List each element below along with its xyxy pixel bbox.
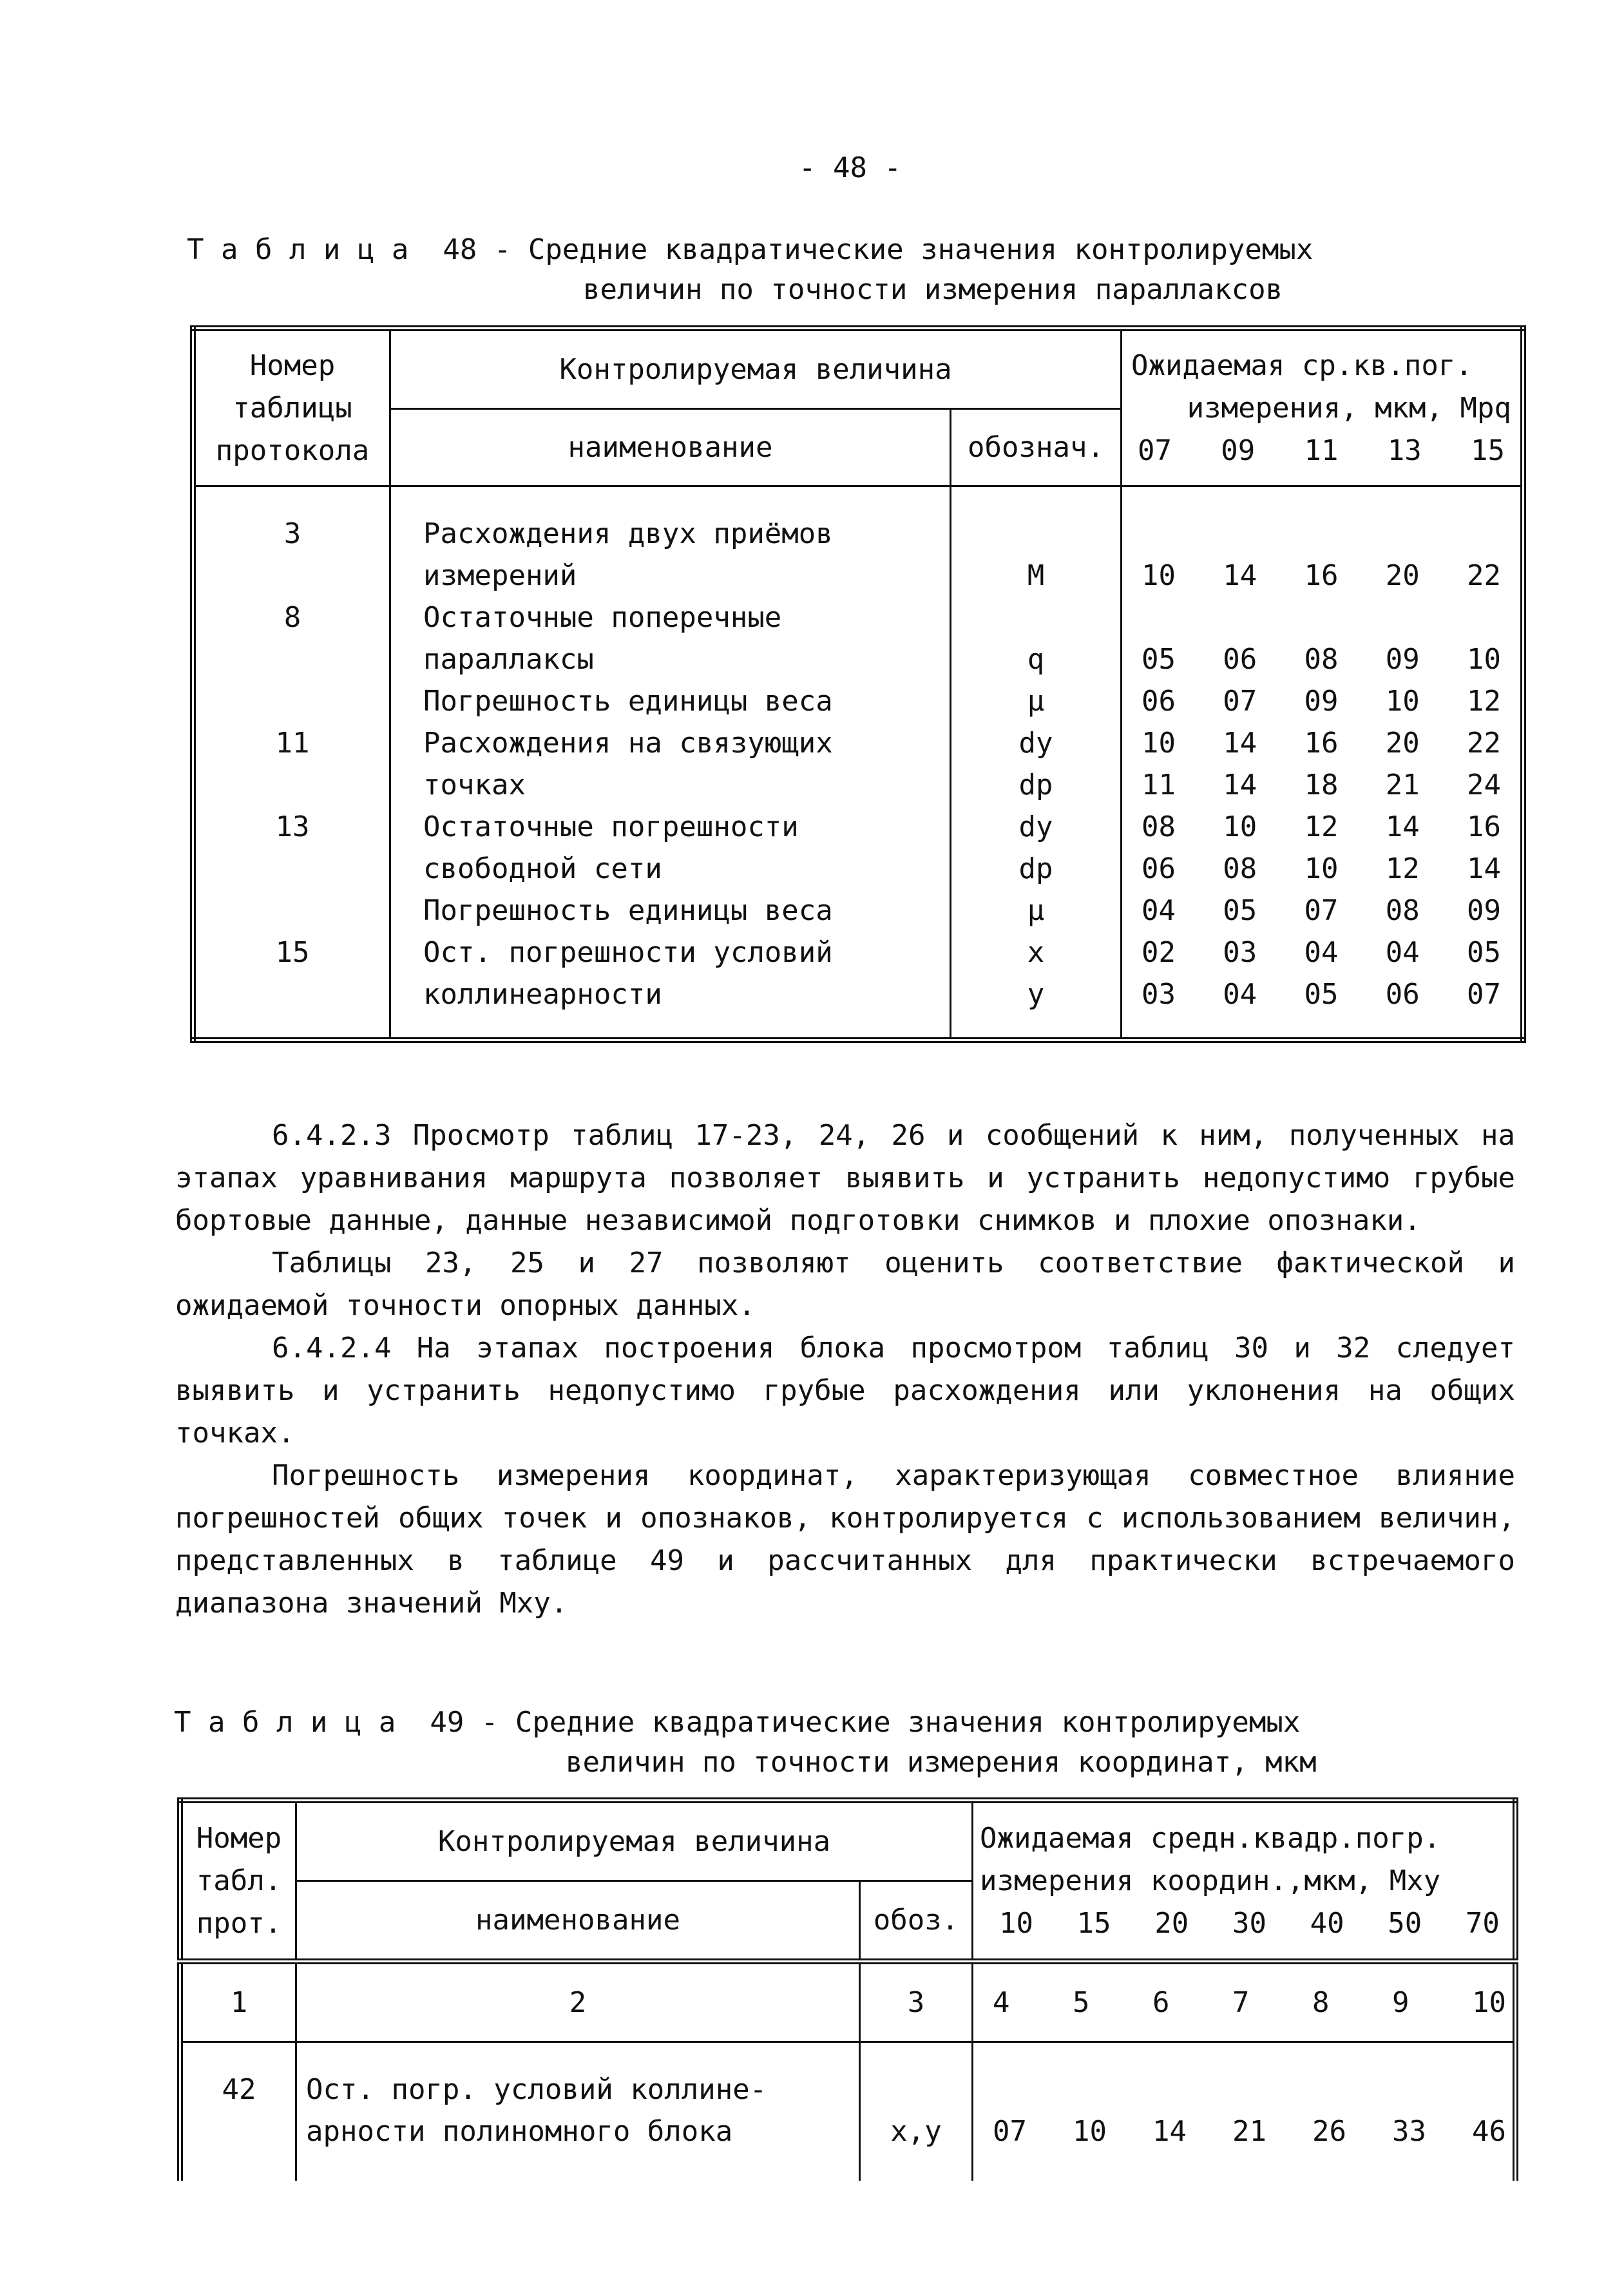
- table49-header-expected: [973, 1801, 1516, 1962]
- table49-header-name: наименование: [296, 1881, 860, 1962]
- table48-row-name: Ост. погрешности условий: [423, 936, 833, 969]
- table49-col-header: 15: [1076, 1906, 1111, 1940]
- table49-colnum: 10: [1472, 1986, 1506, 2019]
- table48-header-controlled: Контролируемая величина: [390, 329, 1122, 409]
- paragraph: Таблицы 23, 25 и 27 позволяют оценить соответствие фактической и ожидаемой точности опорных данных.: [175, 1247, 1515, 1322]
- table48-name-column: [390, 486, 951, 1040]
- table48-value-cell: 09: [1467, 894, 1501, 927]
- table49-col-header: 70: [1465, 1906, 1500, 1940]
- table48-row-protocol: 13: [275, 810, 310, 843]
- table48-row-symbol: dp: [1018, 769, 1053, 801]
- table48-value-cell: 12: [1467, 685, 1501, 718]
- table48-row-values: [1142, 932, 1501, 973]
- table48-row-symbol: dp: [1018, 852, 1053, 885]
- table48-row-symbol: M: [1027, 559, 1045, 592]
- table48-value-cell: 07: [1304, 894, 1339, 927]
- table48-value-cell: 24: [1467, 769, 1501, 801]
- table48-value-cell: 04: [1142, 894, 1176, 927]
- table48-row-symbol: [951, 513, 1120, 555]
- table48-header-protocol-l3: протокола: [215, 434, 370, 467]
- table48-value-cell: 06: [1142, 852, 1176, 885]
- table48-row-protocol: 15: [275, 936, 310, 969]
- table48-symbol-column: [951, 486, 1122, 1040]
- table48-row-name: коллинеарности: [423, 978, 662, 1011]
- table48-caption-prefix: Т а б л и ц а: [187, 233, 409, 266]
- table48-col-13: 13: [1387, 434, 1422, 467]
- table49-row-protocol: 42: [180, 2042, 296, 2181]
- table49-colnums-row: [993, 1982, 1506, 2024]
- table48-value-cell: 06: [1385, 978, 1420, 1011]
- table48-value-cell: 22: [1467, 727, 1501, 760]
- table48-row-values: [1142, 513, 1501, 555]
- table49-header-protocol: [180, 1801, 296, 1962]
- table48-row-values: [1142, 597, 1501, 638]
- paragraph: Погрешность измерения координат, характеризующая совместное влияние погрешностей общих точек и опознаков, контролируется с использованием величин, представленных в таблице 49 и рассчитанных для практически встречаемого диапазона значений Mxy.: [175, 1459, 1515, 1620]
- table49-col-header: 20: [1154, 1906, 1189, 1940]
- table49-col-header: 10: [999, 1906, 1033, 1940]
- table49-col-header: 40: [1310, 1906, 1344, 1940]
- table48-value-cell: 22: [1467, 559, 1501, 592]
- table48-row-protocol: [196, 680, 389, 722]
- table48: [190, 325, 1526, 1043]
- table48-header-expected-l2: измерения, мкм, Mpq: [1187, 391, 1511, 425]
- table48-value-cell: 16: [1467, 810, 1501, 843]
- paragraph: 6.4.2.4 На этапах построения блока просмотром таблиц 30 и 32 следует выявить и устранить недопустимо грубые расхождения или уклонения на общих точках.: [175, 1332, 1515, 1450]
- table49-value-cell: 14: [1152, 2115, 1187, 2148]
- table48-row-symbol: x: [1027, 936, 1045, 969]
- table49-header-columns: [980, 1902, 1506, 1945]
- table48-value-cell: 07: [1467, 978, 1501, 1011]
- page-number: - 48 -: [799, 151, 901, 184]
- table48-row-protocol: 3: [283, 517, 301, 550]
- table48-value-cell: 05: [1304, 978, 1339, 1011]
- table49-colnum: 8: [1312, 1986, 1330, 2019]
- table48-row-values: [1142, 973, 1501, 1015]
- table48-row-symbol: dy: [1018, 810, 1053, 843]
- table49-value-cell: 07: [993, 2115, 1027, 2148]
- table48-row-protocol: [196, 638, 389, 680]
- table49-header-protocol-l3: прот.: [196, 1906, 282, 1940]
- table48-value-cell: 14: [1223, 559, 1257, 592]
- table49-caption-line2: величин по точности измерения координат, мкм: [566, 1746, 1317, 1779]
- table48-header-symbol: обознач.: [951, 409, 1122, 486]
- table48-value-cell: 21: [1385, 769, 1420, 801]
- table49-value-cell: 10: [1073, 2115, 1107, 2148]
- table48-row-symbol: dy: [1018, 727, 1053, 760]
- table48-value-cell: 07: [1223, 685, 1257, 718]
- table48-col-09: 09: [1221, 434, 1256, 467]
- table48-value-cell: 05: [1467, 936, 1501, 969]
- table48-row-values: [1142, 722, 1501, 764]
- table48-value-cell: 11: [1142, 769, 1176, 801]
- table48-row-protocol: [196, 555, 389, 597]
- table49-col-header: 30: [1232, 1906, 1266, 1940]
- table48-value-cell: 05: [1142, 643, 1176, 676]
- table49-col-header: 50: [1388, 1906, 1422, 1940]
- table48-row-symbol: μ: [1027, 685, 1045, 718]
- table48-row-protocol: 8: [283, 601, 301, 634]
- table48-row-symbol: [951, 597, 1120, 638]
- table49-value-cell: 21: [1232, 2115, 1266, 2148]
- table48-row-name: Погрешность единицы веса: [423, 685, 833, 718]
- table48-value-cell: 09: [1304, 685, 1339, 718]
- table48-row-protocol: [196, 848, 389, 890]
- table48-value-cell: 03: [1223, 936, 1257, 969]
- table49-colnum: 4: [993, 1986, 1010, 2019]
- table49-header-expected-l1: Ожидаемая средн.квадр.погр.: [980, 1821, 1441, 1855]
- table48-row-values: [1142, 764, 1501, 806]
- table48-row-symbol: y: [1027, 978, 1045, 1011]
- table48-value-cell: 02: [1142, 936, 1176, 969]
- table48-value-cell: 03: [1142, 978, 1176, 1011]
- table48-caption: [187, 233, 1313, 266]
- table48-col-11: 11: [1304, 434, 1339, 467]
- table48-col-07: 07: [1138, 434, 1172, 467]
- table48-value-cell: 14: [1223, 769, 1257, 801]
- table49-colnum: 9: [1392, 1986, 1409, 2019]
- table48-row-protocol: 11: [275, 727, 310, 760]
- table48-value-cell: 08: [1142, 810, 1176, 843]
- table48-row-values: [1142, 638, 1501, 680]
- table48-row-protocol: [196, 764, 389, 806]
- table48-value-cell: 06: [1223, 643, 1257, 676]
- table48-value-cell: 10: [1142, 727, 1176, 760]
- table49-colnum-3: 3: [860, 1962, 973, 2042]
- table48-row-name: Расхождения на связующих: [423, 727, 833, 760]
- paragraph: 6.4.2.3 Просмотр таблиц 17-23, 24, 26 и сообщений к ним, полученных на этапах уравнивания маршрута позволяет выявить и устранить недопустимо грубые бортовые данные, данные независимой подготовки снимков и плохие опознаки.: [175, 1119, 1515, 1237]
- table49-row-values: [973, 2042, 1516, 2181]
- table48-header-protocol: [193, 329, 390, 486]
- table48-header-columns: [1131, 430, 1511, 472]
- table48-value-cell: 10: [1142, 559, 1176, 592]
- table48-value-cell: 09: [1385, 643, 1420, 676]
- table48-header-protocol-l2: таблицы: [233, 391, 352, 425]
- table48-value-cell: 06: [1142, 685, 1176, 718]
- table49-value-cell: 46: [1472, 2115, 1506, 2148]
- table48-value-cell: 10: [1385, 685, 1420, 718]
- table48-row-values: [1142, 680, 1501, 722]
- table48-row-name: точках: [423, 769, 526, 801]
- table49-row-name-l1: Ост. погр. условий коллине-: [306, 2073, 767, 2106]
- table48-caption-line2: величин по точности измерения параллаксов: [583, 273, 1283, 306]
- table48-caption-line1: - Средние квадратические значения контролируемых: [493, 233, 1314, 266]
- table48-row-protocol: [196, 890, 389, 932]
- table48-row-name: свободной сети: [423, 852, 662, 885]
- body-text: [175, 1115, 1515, 1625]
- table48-values-column: [1122, 486, 1524, 1040]
- table49-colnum-2: 2: [296, 1962, 860, 2042]
- table49-colnum: 5: [1073, 1986, 1090, 2019]
- table48-value-cell: 04: [1385, 936, 1420, 969]
- table48-protocol-column: [193, 486, 390, 1040]
- table48-row-name: измерений: [423, 559, 577, 592]
- table48-row-symbol: μ: [1027, 894, 1045, 927]
- table48-value-cell: 04: [1304, 936, 1339, 969]
- table48-value-cell: 08: [1223, 852, 1257, 885]
- table49-header-protocol-l1: Номер: [196, 1821, 282, 1855]
- table48-value-cell: 16: [1304, 727, 1339, 760]
- table49-colnums-values: [973, 1962, 1516, 2042]
- table48-row-name: Погрешность единицы веса: [423, 894, 833, 927]
- table48-col-15: 15: [1471, 434, 1505, 467]
- table49-colnum-1: 1: [180, 1962, 296, 2042]
- table48-value-cell: 12: [1385, 852, 1420, 885]
- table48-row-values: [1142, 555, 1501, 597]
- table49-header-expected-l2: измерения координ.,мкм, Mxy: [980, 1864, 1441, 1897]
- table48-value-cell: 05: [1223, 894, 1257, 927]
- table48-header-name: наименование: [390, 409, 951, 486]
- table49-header-symbol: обоз.: [860, 1881, 973, 1962]
- table49-caption-prefix: Т а б л и ц а: [174, 1706, 396, 1739]
- table49-colnum: 7: [1232, 1986, 1250, 2019]
- table49-header-protocol-l2: табл.: [196, 1864, 282, 1897]
- table49-colnum: 6: [1152, 1986, 1170, 2019]
- table48-value-cell: 18: [1304, 769, 1339, 801]
- table48-value-cell: 14: [1385, 810, 1420, 843]
- table49: [177, 1797, 1518, 2181]
- table49-row-symbol: x,y: [860, 2042, 973, 2181]
- table48-value-cell: 10: [1223, 810, 1257, 843]
- table49-row-name: [296, 2042, 860, 2181]
- table48-value-cell: 10: [1467, 643, 1501, 676]
- table48-row-protocol: [196, 973, 389, 1015]
- table49-header-controlled: Контролируемая величина: [296, 1801, 973, 1881]
- table48-value-cell: 20: [1385, 559, 1420, 592]
- table48-row-symbol: q: [1027, 643, 1045, 676]
- table48-row-values: [1142, 806, 1501, 848]
- table49-row-name-l2: арности полиномного блока: [306, 2115, 733, 2148]
- table48-value-cell: 12: [1304, 810, 1339, 843]
- table48-value-cell: 08: [1385, 894, 1420, 927]
- table48-header-protocol-l1: Номер: [249, 349, 336, 382]
- table48-value-cell: 14: [1467, 852, 1501, 885]
- table49-value-cell: 33: [1392, 2115, 1426, 2148]
- table48-value-cell: 14: [1223, 727, 1257, 760]
- table49-caption: [174, 1706, 1300, 1739]
- table49-value-cell: 26: [1312, 2115, 1346, 2148]
- table48-value-cell: 04: [1223, 978, 1257, 1011]
- table48-header-expected: [1122, 329, 1524, 486]
- table48-value-cell: 20: [1385, 727, 1420, 760]
- table48-value-cell: 08: [1304, 643, 1339, 676]
- table48-caption-number: 48: [443, 233, 477, 266]
- table49-row-values-line: [993, 2110, 1506, 2152]
- table48-value-cell: 10: [1304, 852, 1339, 885]
- table49-caption-line1: - Средние квадратические значения контролируемых: [481, 1706, 1301, 1739]
- table48-row-name: Остаточные погрешности: [423, 810, 799, 843]
- table48-row-values: [1142, 890, 1501, 932]
- table48-row-name: Расхождения двух приёмов: [423, 517, 833, 550]
- table49-caption-number: 49: [430, 1706, 464, 1739]
- table48-row-name: параллаксы: [423, 643, 594, 676]
- table48-row-name: Остаточные поперечные: [423, 601, 782, 634]
- table48-row-values: [1142, 848, 1501, 890]
- table48-header-expected-l1: Ожидаемая ср.кв.пог.: [1131, 349, 1473, 382]
- table48-value-cell: 16: [1304, 559, 1339, 592]
